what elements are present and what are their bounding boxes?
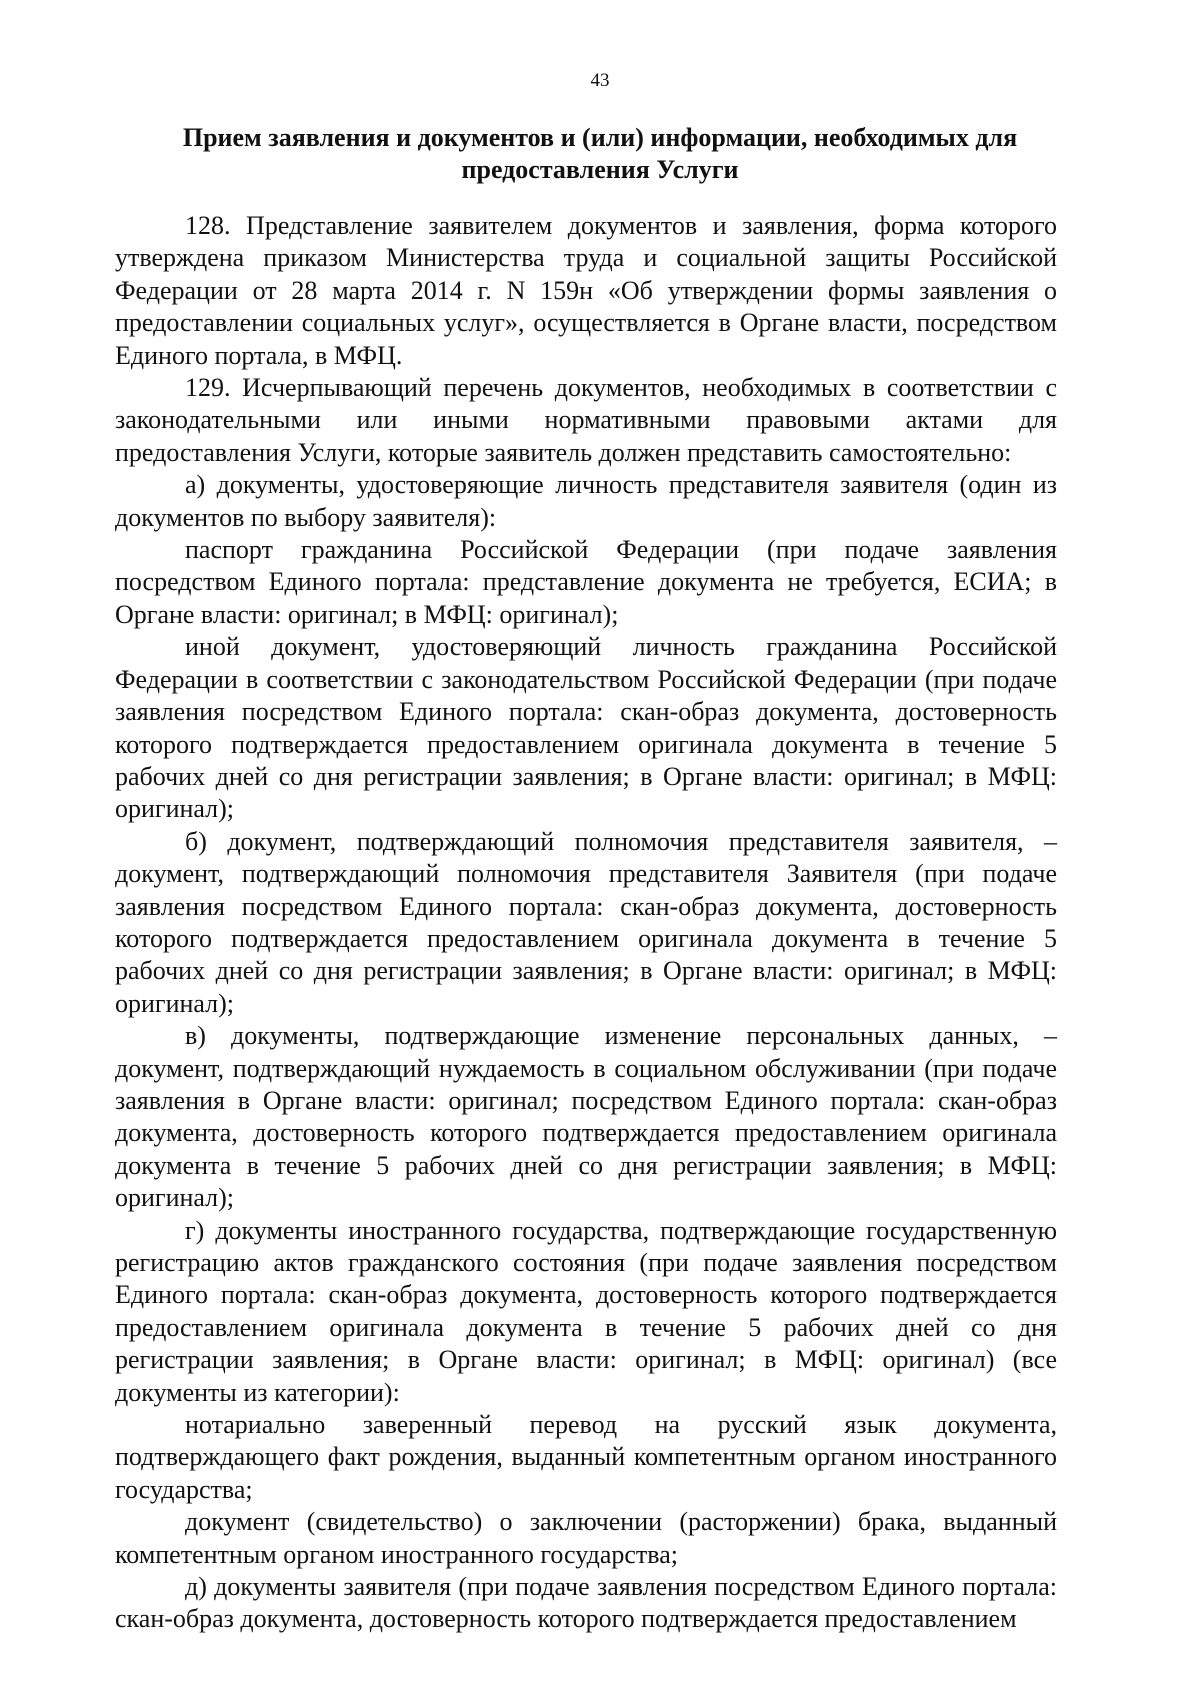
page-number: 43 [590, 70, 610, 91]
list-subitem-marriage-certificate: документ (свидетельство) о заключении (расторжении) брака, выданный компетентным органом иностранного государства; [115, 1507, 1057, 1569]
body-text [115, 210, 1057, 1636]
section-heading-line-2: предоставления Услуги [461, 155, 739, 184]
list-item-g: г) документы иностранного государства, подтверждающие государственную регистрацию актов гражданского состояния (при подаче заявления посредством Единого портала: скан-образ документа, достоверность которого подтверждается предоставлением оригинала документа в течение 5 рабочих дней со дня регистрации заявления; в Органе власти: оригинал; в МФЦ: оригинал) (все документы из категории): [115, 1215, 1057, 1407]
list-item-a: а) документы, удостоверяющие личность представителя заявителя (один из документов по выбору заявителя): [115, 470, 1057, 532]
section-heading-line-1: Прием заявления и документов и (или) информации, необходимых для [182, 123, 1018, 152]
list-item-b: б) документ, подтверждающий полномочия представителя заявителя, – документ, подтверждающий полномочия представителя Заявителя (при подаче заявления посредством Единого портала: скан-образ документа, достоверность которого подтверждается предоставлением оригинала документа в течение 5 рабочих дней со дня регистрации заявления; в Органе власти: оригинал; в МФЦ: оригинал); [115, 826, 1057, 1018]
paragraph-129: 129. Исчерпывающий перечень документов, необходимых в соответствии с законодательными или иными нормативными правовыми актами для предоставления Услуги, которые заявитель должен представить самостоятельно: [115, 373, 1057, 467]
section-heading [150, 122, 1050, 186]
paragraph-128: 128. Представление заявителем документов и заявления, форма которого утверждена приказом Министерства труда и социальной защиты Российской Федерации от 28 марта 2014 г. N 159н «Об утверждении формы заявления о предоставлении социальных услуг», осуществляется в Органе власти, посредством Единого портала, в МФЦ. [115, 211, 1057, 370]
list-item-v: в) документы, подтверждающие изменение персональных данных, – документ, подтверждающий нуждаемость в социальном обслуживании (при подаче заявления в Органе власти: оригинал; посредством Единого портала: скан-образ документа, достоверность которого подтверждается предоставлением оригинала документа в течение 5 рабочих дней со дня регистрации заявления; в МФЦ: оригинал); [115, 1021, 1057, 1213]
list-item-d: д) документы заявителя (при подаче заявления посредством Единого портала: скан-образ документа, достоверность которого подтверждается предоставлением [115, 1572, 1057, 1634]
list-subitem-birth-translation: нотариально заверенный перевод на русский язык документа, подтверждающего факт рождения, выданный компетентным органом иностранного государства; [115, 1410, 1057, 1504]
list-subitem-passport: паспорт гражданина Российской Федерации (при подаче заявления посредством Единого портала: представление документа не требуется, ЕСИА; в Органе власти: оригинал; в МФЦ: оригинал); [115, 535, 1057, 629]
list-subitem-other-id: иной документ, удостоверяющий личность гражданина Российской Федерации в соответствии с законодательством Российской Федерации (при подаче заявления посредством Единого портала: скан-образ документа, достоверность которого подтверждается предоставлением оригинала документа в течение 5 рабочих дней со дня регистрации заявления; в Органе власти: оригинал; в МФЦ: оригинал); [115, 632, 1057, 824]
